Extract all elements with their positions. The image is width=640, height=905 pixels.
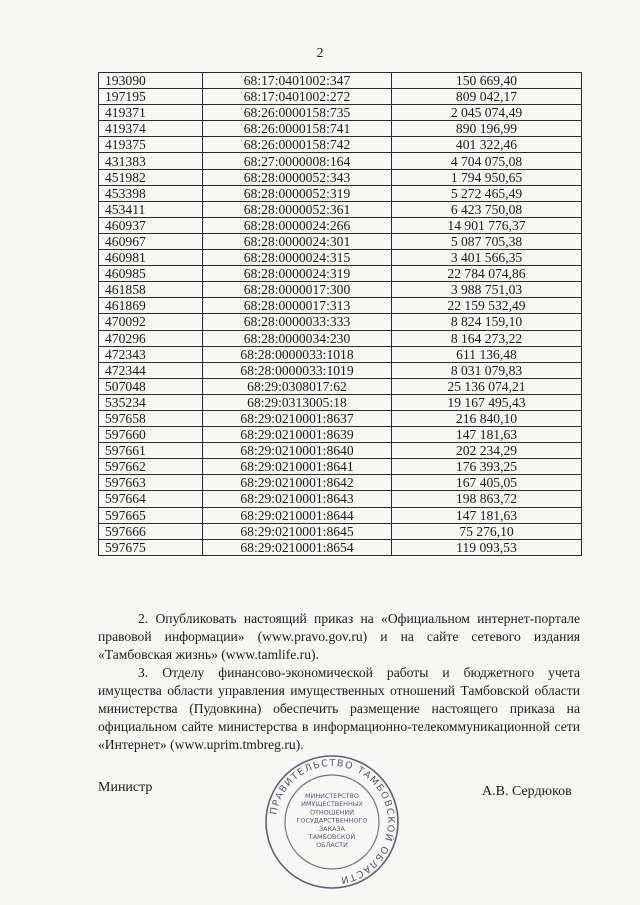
cadastral-value-cell: 401 322,46 xyxy=(392,137,582,153)
cadastral-number-cell: 68:26:0000158:735 xyxy=(203,105,392,121)
registry-number-cell: 597663 xyxy=(99,475,203,491)
cadastral-number-cell: 68:29:0210001:8643 xyxy=(203,491,392,507)
cadastral-value-cell: 198 863,72 xyxy=(392,491,582,507)
cadastral-number-cell: 68:29:0210001:8641 xyxy=(203,459,392,475)
table-row xyxy=(99,217,582,233)
registry-number-cell: 472344 xyxy=(99,362,203,378)
registry-number-cell: 453411 xyxy=(99,201,203,217)
cadastral-value-cell: 3 988 751,03 xyxy=(392,282,582,298)
table-row xyxy=(99,201,582,217)
table-row xyxy=(99,539,582,555)
cadastral-number-cell: 68:29:0210001:8644 xyxy=(203,507,392,523)
registry-number-cell: 472343 xyxy=(99,346,203,362)
page-number: 2 xyxy=(316,46,324,61)
cadastral-number-cell: 68:17:0401002:272 xyxy=(203,89,392,105)
seal-inner-line: МИНИСТЕРСТВО xyxy=(305,792,359,800)
registry-number-cell: 470092 xyxy=(99,314,203,330)
seal-inner-line: ИМУЩЕСТВЕННЫХ xyxy=(301,800,363,809)
table-row xyxy=(99,362,582,378)
registry-number-cell: 419375 xyxy=(99,137,203,153)
cadastral-number-cell: 68:28:0000024:315 xyxy=(203,250,392,266)
table-row xyxy=(99,346,582,362)
registry-number-cell: 193090 xyxy=(99,73,203,89)
seal-inner-line: ГОСУДАРСТВЕННОГО xyxy=(296,816,368,825)
cadastral-value-cell: 8 824 159,10 xyxy=(392,314,582,330)
registry-number-cell: 597665 xyxy=(99,507,203,523)
registry-number-cell: 535234 xyxy=(99,394,203,410)
registry-number-cell: 597658 xyxy=(99,410,203,426)
table-row xyxy=(99,410,582,426)
cadastral-number-cell: 68:29:0210001:8639 xyxy=(203,427,392,443)
cadastral-value-cell: 22 159 532,49 xyxy=(392,298,582,314)
cadastral-number-cell: 68:29:0210001:8640 xyxy=(203,443,392,459)
registry-number-cell: 470296 xyxy=(99,330,203,346)
paragraph-publication: 2. Опубликовать настоящий приказ на «Официальном интернет-портале правовой информации» (www.pravo.gov.ru) и на сайте сетевого издания «Тамбовская жизнь» (www.tamlife.ru). xyxy=(98,611,580,662)
registry-number-cell: 460937 xyxy=(99,217,203,233)
cadastral-value-cell: 202 234,29 xyxy=(392,443,582,459)
table-row xyxy=(99,443,582,459)
cadastral-value-cell: 6 423 750,08 xyxy=(392,201,582,217)
cadastral-number-cell: 68:29:0210001:8654 xyxy=(203,539,392,555)
table-row xyxy=(99,314,582,330)
registry-number-cell: 460981 xyxy=(99,250,203,266)
cadastral-value-cell: 25 136 074,21 xyxy=(392,378,582,394)
cadastral-value-cell: 890 196,99 xyxy=(392,121,582,137)
cadastral-value-cell: 3 401 566,35 xyxy=(392,250,582,266)
cadastral-number-cell: 68:26:0000158:742 xyxy=(203,137,392,153)
cadastral-value-cell: 1 794 950,65 xyxy=(392,169,582,185)
table-row xyxy=(99,394,582,410)
registry-number-cell: 419374 xyxy=(99,121,203,137)
table-row xyxy=(99,137,582,153)
cadastral-value-cell: 22 784 074,86 xyxy=(392,266,582,282)
cadastral-number-cell: 68:17:0401002:347 xyxy=(203,73,392,89)
registry-number-cell: 597660 xyxy=(99,427,203,443)
cadastral-value-cell: 5 087 705,38 xyxy=(392,233,582,249)
registry-number-cell: 460967 xyxy=(99,233,203,249)
registry-number-cell: 431383 xyxy=(99,153,203,169)
signature-name: А.В. Сердюков xyxy=(482,784,572,799)
seal-outer-text: ПРАВИТЕЛЬСТВО ТАМБОВСКОЙ ОБЛАСТИ xyxy=(268,757,397,886)
cadastral-number-cell: 68:28:0000024:266 xyxy=(203,217,392,233)
registry-number-cell: 597662 xyxy=(99,459,203,475)
table-row xyxy=(99,459,582,475)
cadastral-number-cell: 68:28:0000052:319 xyxy=(203,185,392,201)
official-seal xyxy=(262,752,402,892)
table-row xyxy=(99,250,582,266)
cadastral-value-cell: 8 031 079,83 xyxy=(392,362,582,378)
cadastral-number-cell: 68:29:0313005:18 xyxy=(203,394,392,410)
table-row xyxy=(99,153,582,169)
registry-number-cell: 461858 xyxy=(99,282,203,298)
registry-number-cell: 597664 xyxy=(99,491,203,507)
table-row xyxy=(99,507,582,523)
cadastral-value-cell: 216 840,10 xyxy=(392,410,582,426)
cadastral-value-cell: 19 167 495,43 xyxy=(392,394,582,410)
table-row xyxy=(99,427,582,443)
cadastral-number-cell: 68:28:0000052:361 xyxy=(203,201,392,217)
table-row xyxy=(99,266,582,282)
registry-table xyxy=(98,72,582,556)
table-row xyxy=(99,185,582,201)
cadastral-number-cell: 68:28:0000017:300 xyxy=(203,282,392,298)
seal-inner-line: ЗАКАЗА xyxy=(319,824,345,833)
cadastral-value-cell: 4 704 075,08 xyxy=(392,153,582,169)
table-row xyxy=(99,523,582,539)
cadastral-number-cell: 68:27:0000008:164 xyxy=(203,153,392,169)
table-row xyxy=(99,73,582,89)
cadastral-number-cell: 68:28:0000052:343 xyxy=(203,169,392,185)
cadastral-value-cell: 147 181,63 xyxy=(392,507,582,523)
registry-number-cell: 453398 xyxy=(99,185,203,201)
table-row xyxy=(99,282,582,298)
cadastral-number-cell: 68:28:0000024:301 xyxy=(203,233,392,249)
cadastral-number-cell: 68:28:0000024:319 xyxy=(203,266,392,282)
cadastral-value-cell: 611 136,48 xyxy=(392,346,582,362)
cadastral-number-cell: 68:28:0000033:1019 xyxy=(203,362,392,378)
registry-number-cell: 507048 xyxy=(99,378,203,394)
registry-number-cell: 197195 xyxy=(99,89,203,105)
seal-inner-line: ТАМБОВСКОЙ xyxy=(308,833,356,841)
table-row xyxy=(99,169,582,185)
registry-number-cell: 597675 xyxy=(99,539,203,555)
cadastral-number-cell: 68:28:0000017:313 xyxy=(203,298,392,314)
paragraph-department: 3. Отделу финансово-экономической работы и бюджетного учета имущества области управления имущественных отношений Тамбовской области министерства (Пудовкина) обеспечить размещение настоящего приказа на официальном сайте министерства в информационно-телекоммуникационной сети «Интернет» (www.uprim.tmbreg.ru). xyxy=(98,665,580,752)
cadastral-number-cell: 68:26:0000158:741 xyxy=(203,121,392,137)
cadastral-value-cell: 150 669,40 xyxy=(392,73,582,89)
registry-number-cell: 419371 xyxy=(99,105,203,121)
cadastral-value-cell: 119 093,53 xyxy=(392,539,582,555)
cadastral-number-cell: 68:29:0210001:8637 xyxy=(203,410,392,426)
registry-number-cell: 597661 xyxy=(99,443,203,459)
table-row xyxy=(99,233,582,249)
signature-title: Министр xyxy=(98,780,153,795)
registry-number-cell: 461869 xyxy=(99,298,203,314)
cadastral-number-cell: 68:29:0210001:8642 xyxy=(203,475,392,491)
registry-number-cell: 460985 xyxy=(99,266,203,282)
cadastral-value-cell: 147 181,63 xyxy=(392,427,582,443)
table-row xyxy=(99,475,582,491)
cadastral-number-cell: 68:29:0308017:62 xyxy=(203,378,392,394)
cadastral-value-cell: 2 045 074,49 xyxy=(392,105,582,121)
table-row xyxy=(99,89,582,105)
cadastral-value-cell: 167 405,05 xyxy=(392,475,582,491)
table-row xyxy=(99,121,582,137)
seal-inner-line: ОТНОШЕНИЙ xyxy=(309,808,355,817)
table-row xyxy=(99,378,582,394)
registry-number-cell: 451982 xyxy=(99,169,203,185)
table-row xyxy=(99,491,582,507)
seal-inner-line: ОБЛАСТИ xyxy=(316,841,348,850)
cadastral-value-cell: 5 272 465,49 xyxy=(392,185,582,201)
registry-table-body xyxy=(99,73,582,556)
registry-number-cell: 597666 xyxy=(99,523,203,539)
cadastral-value-cell: 8 164 273,22 xyxy=(392,330,582,346)
cadastral-value-cell: 176 393,25 xyxy=(392,459,582,475)
table-row xyxy=(99,298,582,314)
cadastral-number-cell: 68:28:0000033:1018 xyxy=(203,346,392,362)
cadastral-number-cell: 68:28:0000034:230 xyxy=(203,330,392,346)
table-row xyxy=(99,105,582,121)
cadastral-value-cell: 75 276,10 xyxy=(392,523,582,539)
cadastral-value-cell: 14 901 776,37 xyxy=(392,217,582,233)
cadastral-number-cell: 68:29:0210001:8645 xyxy=(203,523,392,539)
cadastral-number-cell: 68:28:0000033:333 xyxy=(203,314,392,330)
cadastral-value-cell: 809 042,17 xyxy=(392,89,582,105)
table-row xyxy=(99,330,582,346)
